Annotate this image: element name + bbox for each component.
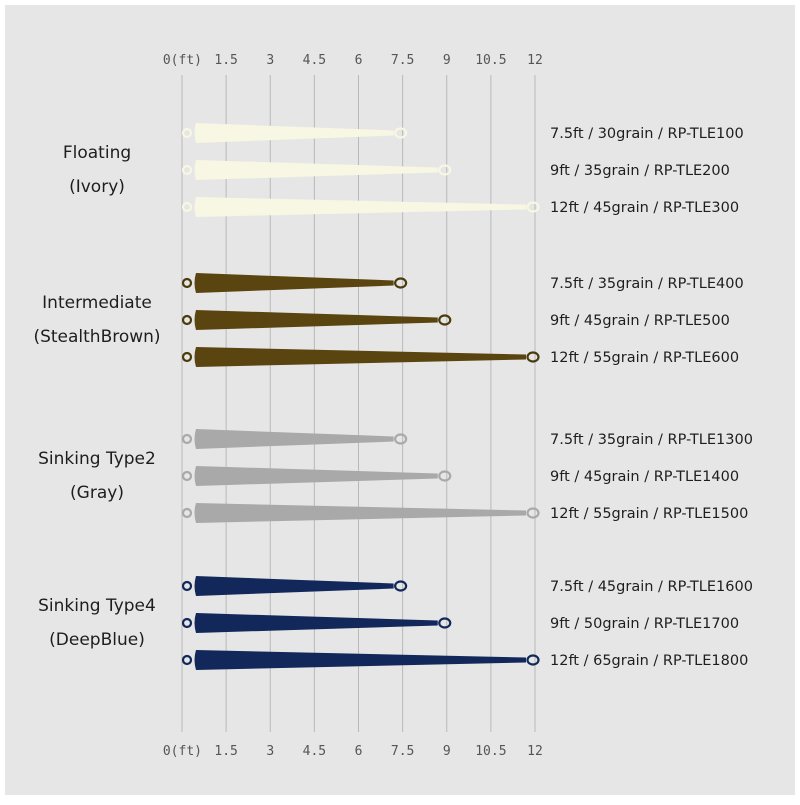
butt-loop-icon bbox=[183, 129, 191, 137]
leader-group bbox=[38, 576, 753, 670]
tip-loop-icon bbox=[395, 582, 406, 591]
x-axis-top-tick-label: 6 bbox=[354, 53, 363, 68]
leader-spec-label: 7.5ft / 35grain / RP-TLE400 bbox=[550, 276, 744, 292]
butt-loop-icon bbox=[183, 435, 191, 443]
leader-spec-label: 12ft / 65grain / RP-TLE1800 bbox=[550, 653, 749, 669]
x-axis-bottom-tick-label: 10.5 bbox=[475, 744, 507, 759]
leader-taper-bar bbox=[195, 613, 438, 633]
group-label-line2: (DeepBlue) bbox=[49, 630, 145, 650]
group-label-line1: Floating bbox=[62, 143, 132, 163]
tip-loop-icon bbox=[439, 166, 450, 175]
group-label-line1: Sinking Type4 bbox=[38, 596, 156, 616]
x-axis-bottom-tick-label: 9 bbox=[442, 744, 451, 759]
x-axis-bottom-tick-label: 0(ft) bbox=[162, 744, 202, 759]
leader-taper-bar bbox=[195, 347, 527, 367]
group-label-line2: (Gray) bbox=[70, 483, 124, 503]
leader-taper-bar bbox=[195, 429, 394, 449]
x-axis-top-tick-label: 4.5 bbox=[302, 53, 327, 68]
leader-taper-bar bbox=[195, 466, 438, 486]
tip-loop-icon bbox=[439, 472, 450, 481]
tip-loop-icon bbox=[395, 435, 406, 444]
leader-group bbox=[63, 123, 744, 217]
leader-spec-label: 7.5ft / 45grain / RP-TLE1600 bbox=[550, 579, 753, 595]
x-axis-top-tick-label: 9 bbox=[442, 53, 451, 68]
x-axis-top-tick-label: 0(ft) bbox=[162, 53, 202, 68]
leader-spec-label: 9ft / 50grain / RP-TLE1700 bbox=[550, 616, 740, 632]
x-axis-bottom-tick-label: 12 bbox=[527, 744, 543, 759]
x-axis-top-tick-label: 3 bbox=[266, 53, 275, 68]
leader-taper-bar bbox=[195, 160, 438, 180]
leader-groups bbox=[33, 123, 753, 670]
butt-loop-icon bbox=[183, 472, 191, 480]
x-axis-top-tick-label: 7.5 bbox=[390, 53, 415, 68]
x-axis-top-tick-label: 10.5 bbox=[475, 53, 507, 68]
group-label-line2: (Ivory) bbox=[69, 177, 125, 197]
group-label-line2: (StealthBrown) bbox=[33, 327, 161, 347]
leader-spec-label: 9ft / 45grain / RP-TLE1400 bbox=[550, 469, 740, 485]
leader-taper-bar bbox=[195, 576, 394, 596]
x-axis-top-tick-label: 12 bbox=[527, 53, 543, 68]
leader-taper-bar bbox=[195, 273, 394, 293]
x-axis-top-ticks bbox=[163, 53, 543, 68]
tip-loop-icon bbox=[528, 509, 539, 518]
leader-spec-label: 7.5ft / 30grain / RP-TLE100 bbox=[550, 126, 744, 142]
x-axis-bottom-tick-label: 4.5 bbox=[302, 744, 327, 759]
leader-length-chart bbox=[5, 5, 795, 795]
tip-loop-icon bbox=[528, 203, 539, 212]
butt-loop-icon bbox=[183, 582, 191, 590]
leader-spec-label: 7.5ft / 35grain / RP-TLE1300 bbox=[550, 432, 753, 448]
leader-taper-bar bbox=[195, 503, 527, 523]
tip-loop-icon bbox=[528, 353, 539, 362]
leader-taper-bar bbox=[195, 123, 394, 143]
butt-loop-icon bbox=[183, 619, 191, 627]
tip-loop-icon bbox=[395, 129, 406, 138]
group-label-line1: Sinking Type2 bbox=[38, 449, 156, 469]
leader-spec-label: 12ft / 45grain / RP-TLE300 bbox=[550, 200, 740, 216]
tip-loop-icon bbox=[439, 316, 450, 325]
x-axis-bottom-tick-label: 1.5 bbox=[214, 744, 238, 759]
leader-group bbox=[33, 273, 743, 367]
leader-taper-bar bbox=[195, 650, 527, 670]
x-axis-top-tick-label: 1.5 bbox=[214, 53, 238, 68]
butt-loop-icon bbox=[183, 509, 191, 517]
group-label-line1: Intermediate bbox=[42, 293, 152, 313]
butt-loop-icon bbox=[183, 353, 191, 361]
butt-loop-icon bbox=[183, 203, 191, 211]
butt-loop-icon bbox=[183, 316, 191, 324]
leader-taper-bar bbox=[195, 197, 527, 217]
tip-loop-icon bbox=[395, 279, 406, 288]
tip-loop-icon bbox=[528, 656, 539, 665]
x-axis-bottom-tick-label: 6 bbox=[354, 744, 363, 759]
x-axis-bottom-ticks bbox=[163, 744, 543, 759]
butt-loop-icon bbox=[183, 656, 191, 664]
x-axis-bottom-tick-label: 7.5 bbox=[390, 744, 415, 759]
leader-spec-label: 9ft / 45grain / RP-TLE500 bbox=[550, 313, 730, 329]
tip-loop-icon bbox=[439, 619, 450, 628]
x-axis-bottom-tick-label: 3 bbox=[266, 744, 275, 759]
butt-loop-icon bbox=[183, 166, 191, 174]
butt-loop-icon bbox=[183, 279, 191, 287]
leader-spec-label: 12ft / 55grain / RP-TLE1500 bbox=[550, 506, 749, 522]
leader-group bbox=[38, 429, 753, 523]
chart-panel bbox=[5, 5, 795, 795]
leader-spec-label: 12ft / 55grain / RP-TLE600 bbox=[550, 350, 740, 366]
leader-spec-label: 9ft / 35grain / RP-TLE200 bbox=[550, 163, 730, 179]
leader-taper-bar bbox=[195, 310, 438, 330]
